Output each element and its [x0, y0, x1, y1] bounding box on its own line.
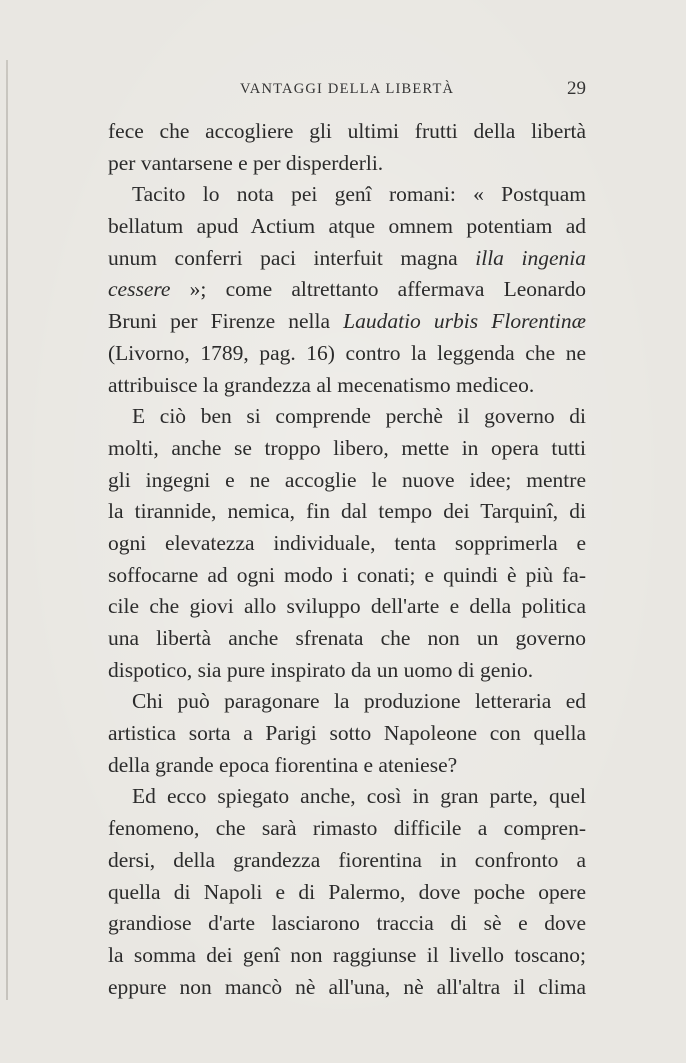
text-line: Tacito lo nota pei genî romani: « Postquam — [132, 182, 586, 207]
text-line: una libertà anche sfrenata che non un governo — [108, 626, 586, 650]
text-line — [108, 274, 586, 306]
text-line: Chi può paragonare la produzione letteraria ed — [132, 689, 586, 714]
text-run: unum conferri paci interfuit magna — [108, 245, 476, 270]
text-run: »; come altrettanto affermava Leonardo — [170, 277, 586, 302]
text-line: cile che giovi allo sviluppo dell'arte e della politica — [108, 594, 586, 619]
page-number: 29 — [567, 78, 586, 99]
italic-work-title: Laudatio urbis Florentinæ — [343, 309, 586, 334]
text-line: (Livorno, 1789, pag. 16) contro la leggenda che ne — [108, 340, 586, 365]
text-line: E ciò ben si comprende perchè il governo di — [132, 404, 586, 429]
text-line — [108, 306, 586, 338]
text-line: bellatum apud Actium atque omnem potentiam ad — [108, 214, 586, 239]
text-line: Ed ecco spiegato anche, così in gran parte, quel — [132, 784, 586, 809]
text-line: fece che accogliere gli ultimi frutti della libertà — [108, 119, 586, 143]
running-title: VANTAGGI DELLA LIBERTÀ — [240, 81, 455, 97]
italic-latin-quote: cessere — [108, 277, 171, 302]
page-header — [108, 78, 586, 102]
text-line: dersi, della grandezza fiorentina in confronto a — [108, 847, 586, 872]
text-line: artistica sorta a Parigi sotto Napoleone con quella — [108, 721, 586, 746]
text-line: per vantarsene e per disperderli. — [108, 150, 384, 175]
text-line: fenomeno, che sarà rimasto difficile a compren- — [108, 816, 586, 841]
text-line: dispotico, sia pure inspirato da un uomo di genio. — [108, 657, 534, 682]
text-line: la somma dei genî non raggiunse il livello toscano; — [108, 942, 586, 967]
page-edge-shadow — [6, 60, 8, 1000]
text-line: ogni elevatezza individuale, tenta sopprimerla e — [108, 530, 586, 555]
text-line: eppure non mancò nè all'una, nè all'altra il clima — [108, 974, 586, 999]
italic-latin-quote: illa ingenia — [475, 245, 586, 270]
text-line: attribuisce la grandezza al mecenatismo mediceo. — [108, 372, 535, 397]
text-line — [108, 243, 586, 275]
text-line: soffocarne ad ogni modo i conati; e quindi è più fa- — [108, 562, 586, 587]
text-line: grandiose d'arte lasciarono traccia di sè e dove — [108, 911, 586, 936]
text-line: la tirannide, nemica, fin dal tempo dei Tarquinî, di — [108, 499, 586, 524]
text-line: della grande epoca fiorentina e ateniese? — [108, 752, 458, 777]
text-run: Bruni per Firenze nella — [108, 309, 344, 334]
text-line: quella di Napoli e di Palermo, dove poche opere — [108, 879, 586, 904]
text-line: gli ingegni e ne accoglie le nuove idee; mentre — [108, 467, 586, 492]
body-text — [108, 116, 586, 1003]
text-line: molti, anche se troppo libero, mette in opera tutti — [108, 435, 586, 460]
